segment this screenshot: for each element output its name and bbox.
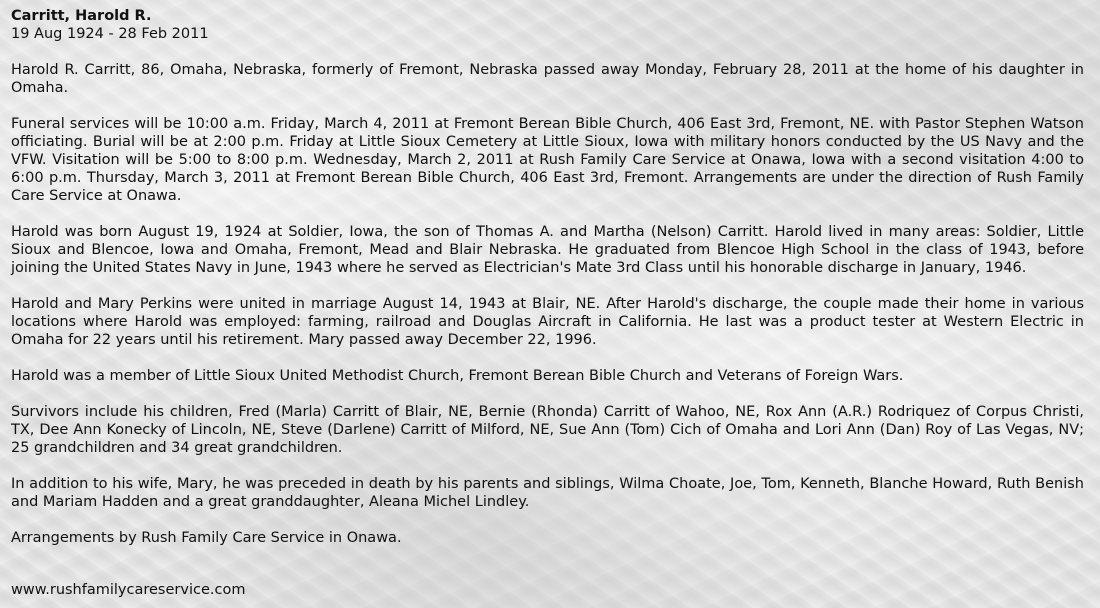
- paragraph-arrangements: Arrangements by Rush Family Care Service in Onawa.: [11, 530, 402, 546]
- paragraph-memberships: Harold was a member of Little Sioux United Methodist Church, Fremont Berean Bible Church and Veterans of Foreign Wars.: [11, 368, 904, 384]
- paragraph-biography: Harold was born August 19, 1924 at Soldier, Iowa, the son of Thomas A. and Martha (Nelson) Carritt. Harold lived in many areas: Soldier, Little Sioux and Blencoe, Iowa and Omaha, Fremont, Mead and Blair Nebraska. He graduated from Blencoe High School in the class of 1943, before joining the United States Navy in June, 1943 where he served as Electrician's Mate 3rd Class until his honorable discharge in January, 1946.: [11, 224, 1084, 276]
- website-link[interactable]: www.rushfamilycareservice.com: [11, 582, 246, 598]
- paragraph-survivors: Survivors include his children, Fred (Marla) Carritt of Blair, NE, Bernie (Rhonda) Carritt of Wahoo, NE, Rox Ann (A.R.) Rodriquez of Corpus Christi, TX, Dee Ann Konecky of Lincoln, NE, Steve (Darlene) Carritt of Milford, NE, Sue Ann (Tom) Cich of Omaha and Lori Ann (Dan) Roy of Las Vegas, NV; 25 grandchildren and 34 great grandchildren.: [11, 404, 1084, 456]
- paragraph-services: Funeral services will be 10:00 a.m. Friday, March 4, 2011 at Fremont Berean Bible Church, 406 East 3rd, Fremont, NE. with Pastor Stephen Watson officiating. Burial will be at 2:00 p.m. Friday at Little Sioux Cemetery at Little Sioux, Iowa with military honors conducted by the US Navy and the VFW. Visitation will be 5:00 to 8:00 p.m. Wednesday, March 2, 2011 at Rush Family Care Service at Onawa, Iowa with a second visitation 4:00 to 6:00 p.m. Thursday, March 3, 2011 at Fremont Berean Bible Church, 406 East 3rd, Fremont. Arrangements are under the direction of Rush Family Care Service at Onawa.: [11, 116, 1084, 204]
- paragraph-passing: Harold R. Carritt, 86, Omaha, Nebraska, formerly of Fremont, Nebraska passed away Monday, February 28, 2011 at the home of his daughter in Omaha.: [11, 62, 1084, 96]
- paragraph-preceded: In addition to his wife, Mary, he was preceded in death by his parents and siblings, Wilma Choate, Joe, Tom, Kenneth, Blanche Howard, Ruth Benish and Mariam Hadden and a great granddaughter, Aleana Michel Lindley.: [11, 476, 1084, 510]
- deceased-name: Carritt, Harold R.: [11, 8, 152, 24]
- paragraph-marriage: Harold and Mary Perkins were united in marriage August 14, 1943 at Blair, NE. After Harold's discharge, the couple made their home in various locations where Harold was employed: farming, railroad and Douglas Aircraft in California. He last was a product tester at Western Electric in Omaha for 22 years until his retirement. Mary passed away December 22, 1996.: [11, 296, 1084, 348]
- life-dates: 19 Aug 1924 - 28 Feb 2011: [11, 26, 209, 42]
